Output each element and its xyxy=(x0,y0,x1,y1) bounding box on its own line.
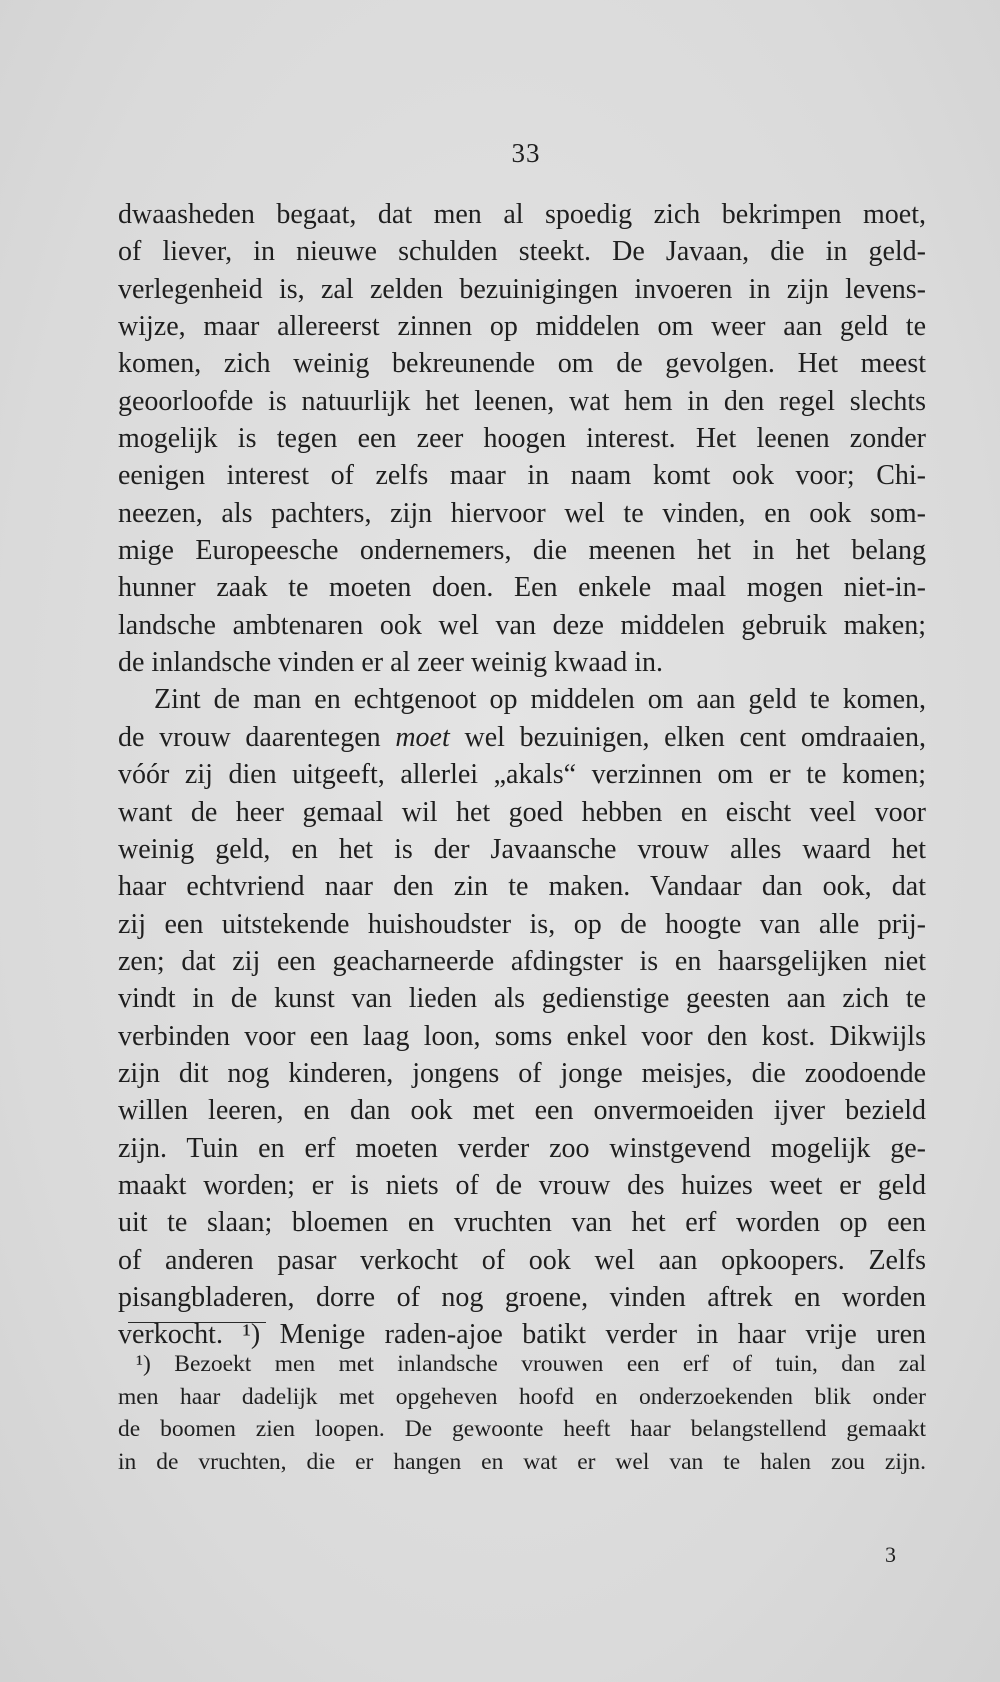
text-line: willen leeren, en dan ook met een onvermoeiden ijver bezield xyxy=(118,1095,926,1127)
text-line: zijn. Tuin en erf moeten verder zoo winstgevend mogelijk ge- xyxy=(118,1132,926,1164)
footnote-line: de boomen zien loopen. De gewoonte heeft haar belangstellend gemaakt xyxy=(118,1416,926,1442)
text-line: dwaasheden begaat, dat men al spoedig zich bekrimpen moet, xyxy=(118,199,926,230)
footnote-line: ¹) Bezoekt men met inlandsche vrouwen een erf of tuin, dan zal xyxy=(136,1351,926,1377)
text-line: maakt worden; er is niets of de vrouw des huizes weet er geld xyxy=(118,1169,926,1201)
text-line: mige Europeesche ondernemers, die meenen het in het belang xyxy=(118,535,926,567)
text-line: vindt in de kunst van lieden als gedienstige geesten aan zich te xyxy=(118,983,926,1015)
footnote xyxy=(118,1348,926,1478)
text-line: weinig geld, en het is der Javaansche vrouw alles waard het xyxy=(118,833,926,865)
text-line: hunner zaak te moeten doen. Een enkele maal mogen niet-in- xyxy=(118,572,926,604)
paragraph-end-line: de inlandsche vinden er al zeer weinig kwaad in. xyxy=(118,647,664,679)
text-line: want de heer gemaal wil het goed hebben en eischt veel voor xyxy=(118,796,926,828)
text-line: verbinden voor een laag loon, soms enkel voor den kost. Dikwijls xyxy=(118,1020,926,1052)
text-line: pisangbladeren, dorre of nog groene, vinden aftrek en worden xyxy=(118,1281,926,1313)
text-line: mogelijk is tegen een zeer hoogen interest. Het leenen zonder xyxy=(118,423,926,455)
text-line: zen; dat zij een geacharneerde afdingster is en haarsgelijken niet xyxy=(118,945,926,977)
text-line: uit te slaan; bloemen en vruchten van het erf worden op een xyxy=(118,1207,926,1239)
text-line: neezen, als pachters, zijn hiervoor wel te vinden, en ook som- xyxy=(118,497,926,529)
text-line: eenigen interest of zelfs maar in naam komt ook voor; Chi- xyxy=(118,460,926,492)
text-line: landsche ambtenaren ook wel van deze middelen gebruik maken; xyxy=(118,609,926,641)
text-line: geoorloofde is natuurlijk het leenen, wat hem in den regel slechts xyxy=(118,385,926,417)
footnote-divider xyxy=(128,1322,266,1323)
text-line-with-emphasis xyxy=(118,719,926,756)
emphasis-word: moet xyxy=(395,721,450,753)
text-line: verlegenheid is, zal zelden bezuinigingen invoeren in zijn levens- xyxy=(118,273,926,305)
text-line: vóór zij dien uitgeeft, allerlei „akals“ verzinnen om er te komen; xyxy=(118,759,926,791)
text-line: haar echtvriend naar den zin te maken. Vandaar dan ook, dat xyxy=(118,871,926,903)
text-line: of liever, in nieuwe schulden steekt. De Javaan, die in geld- xyxy=(118,236,926,268)
footnote-line: men haar dadelijk met opgeheven hoofd en onderzoekenden blik onder xyxy=(118,1383,926,1410)
text-line: komen, zich weinig bekreunende om de gevolgen. Het meest xyxy=(118,348,926,380)
text-line: zij een uitstekende huishoudster is, op de hoogte van alle prij- xyxy=(118,908,926,940)
text-line: wijze, maar allereerst zinnen op middelen om weer aan geld te xyxy=(118,311,926,343)
text-line: zijn dit nog kinderen, jongens of jonge meisjes, die zoodoende xyxy=(118,1057,926,1089)
paragraph-start-line: Zint de man en echtgenoot op middelen om aan geld te komen, xyxy=(154,684,926,716)
text-line: verkocht. ¹) Menige raden-ajoe batikt verder in haar vrije uren xyxy=(118,1319,926,1351)
signature-mark: 3 xyxy=(885,1542,896,1567)
text-line: of anderen pasar verkocht of ook wel aan opkoopers. Zelfs xyxy=(118,1244,926,1276)
text-segment: wel bezuinigen, elken cent omdraaien, xyxy=(449,721,926,753)
body-text xyxy=(118,196,926,1354)
text-segment: de vrouw daarentegen xyxy=(118,721,396,753)
page-number: 33 xyxy=(511,138,541,168)
footnote-line: in de vruchten, die er hangen en wat er wel van te halen zou zijn. xyxy=(118,1448,926,1475)
